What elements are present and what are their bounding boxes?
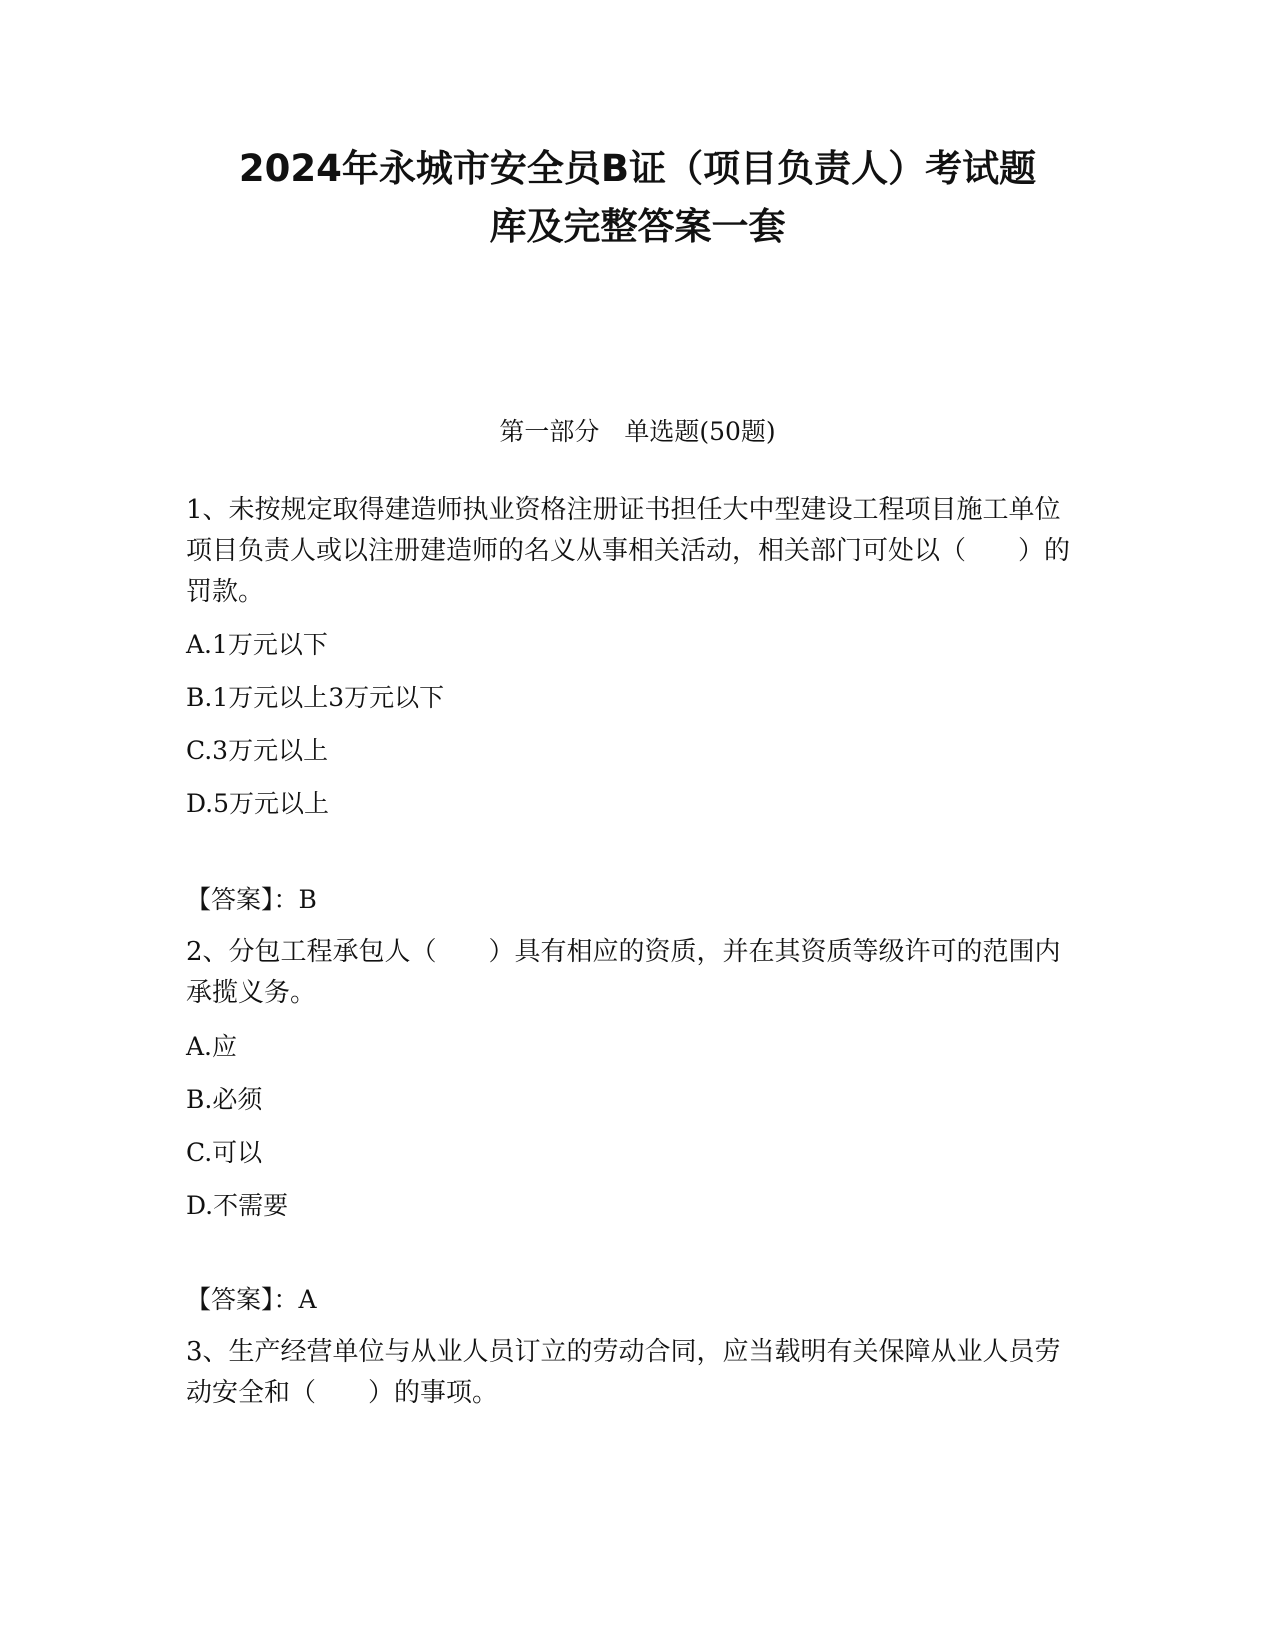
question-3-text: 3、生产经营单位与从业人员订立的劳动合同，应当载明有关保障从业人员劳动安全和（ ）的事项。 (186, 1337, 1061, 1408)
question-1-option-d: D.5万元以上 (186, 789, 330, 818)
question-2-option-a: A.应 (186, 1032, 238, 1061)
question-1-text: 1、未按规定取得建造师执业资格注册证书担任大中型建设工程项目施工单位项目负责人或以注册建造师的名义从事相关活动，相关部门可处以（ ）的罚款。 (186, 495, 1071, 607)
document-title-line-2: 库及完整答案一套 (489, 205, 786, 248)
question-1-answer: 【答案】：B (186, 885, 317, 914)
question-1-option-c: C.3万元以上 (186, 736, 329, 765)
question-2 (186, 932, 1086, 1232)
question-1 (186, 490, 1086, 880)
document-title-line-1: 2024年永城市安全员B证（项目负责人）考试题 (238, 147, 1037, 190)
section-heading: 第一部分 单选题(50题) (499, 417, 776, 446)
question-2-answer: 【答案】：A (186, 1285, 317, 1314)
question-2-option-c: C.可以 (186, 1138, 263, 1167)
document-title (160, 140, 1115, 256)
question-1-option-b: B.1万元以上3万元以下 (186, 683, 445, 712)
question-2-option-b: B.必须 (186, 1085, 263, 1114)
question-2-text: 2、分包工程承包人（ ）具有相应的资质，并在其资质等级许可的范围内承揽义务。 (186, 937, 1061, 1008)
question-3 (186, 1332, 1086, 1422)
question-2-option-d: D.不需要 (186, 1191, 289, 1220)
question-1-option-a: A.1万元以下 (186, 630, 328, 659)
